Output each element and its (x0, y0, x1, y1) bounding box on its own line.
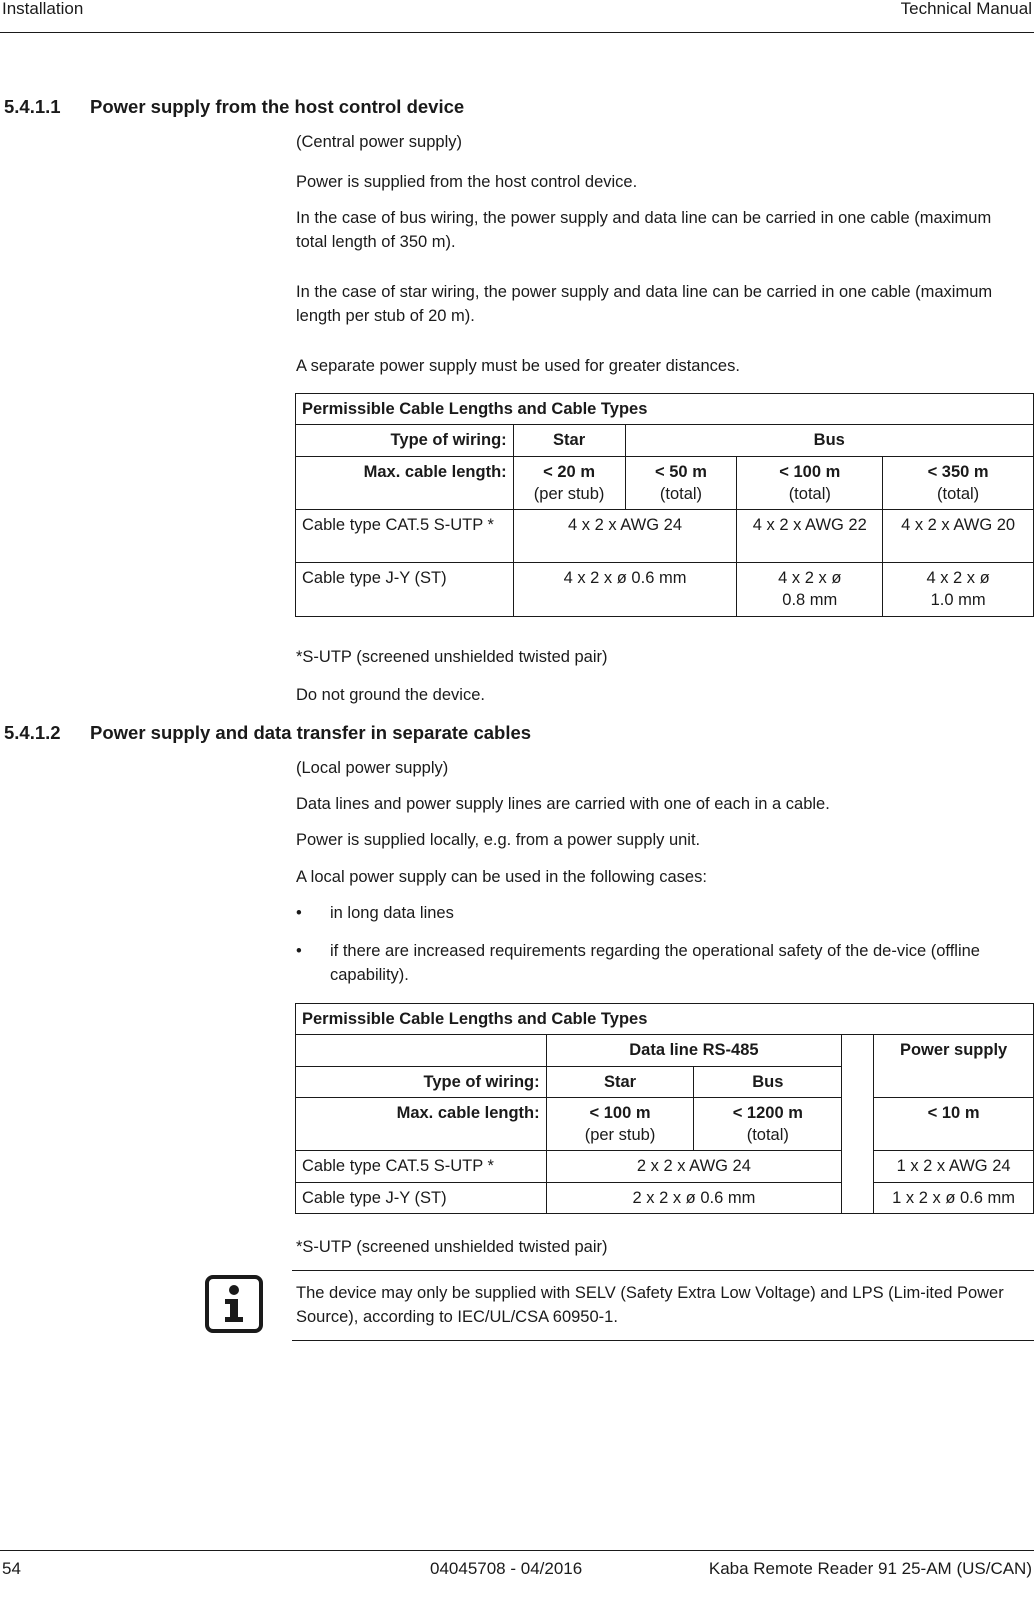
doc-number: 04045708 - 04/2016 (430, 1559, 583, 1578)
type-label: Type of wiring: (296, 425, 514, 456)
row-label: Cable type CAT.5 S-UTP * (296, 1151, 547, 1182)
info-text: The device may only be supplied with SELV (Safety Extra Low Voltage) and LPS (Lim-ited Power Source), according to IEC/UL/CSA 60950-1. (296, 1284, 1004, 1326)
bus-header: Bus (694, 1066, 842, 1097)
len-cell (546, 1097, 694, 1151)
section-title: Power supply and data transfer in separate cables (90, 722, 532, 743)
table-cell: 4 x 2 x AWG 24 (513, 510, 737, 563)
len-value: < 20 m (543, 462, 595, 481)
bus-header: Bus (625, 425, 1033, 456)
maxlen-label: Max. cable length: (296, 456, 514, 510)
len-sub: (per stub) (533, 484, 605, 503)
section-number: 5.4.1.1 (4, 96, 61, 117)
bullet: • (296, 942, 302, 960)
table-cell: 4 x 2 x ø 0.6 mm (513, 563, 737, 617)
cell-line: 0.8 mm (782, 591, 838, 610)
cable-table-central (295, 393, 1034, 617)
paragraph: (Central power supply) (296, 133, 462, 151)
paragraph: A local power supply can be used in the following cases: (296, 868, 707, 886)
cell-line: 4 x 2 x ø (778, 569, 842, 588)
paragraph: Do not ground the device. (296, 686, 485, 704)
len-value: < 100 m (589, 1103, 651, 1122)
info-icon-glyph (209, 1279, 259, 1329)
list-item-text: in long data lines (330, 904, 454, 922)
len-sub: (total) (788, 484, 831, 503)
table-cell: 2 x 2 x AWG 24 (546, 1151, 842, 1182)
table-cell: 1 x 2 x AWG 24 (874, 1151, 1034, 1182)
section-heading-1 (4, 94, 464, 121)
table-caption: Permissible Cable Lengths and Cable Types (296, 1004, 1034, 1035)
divider (292, 1270, 1034, 1271)
len-value: < 1200 m (732, 1103, 803, 1122)
len-cell (694, 1097, 842, 1151)
page-footer (0, 1550, 1034, 1578)
table-cell (883, 563, 1034, 617)
len-cell (883, 456, 1034, 510)
paragraph: (Local power supply) (296, 759, 449, 777)
maxlen-label: Max. cable length: (296, 1097, 547, 1151)
section-heading-2 (4, 720, 531, 747)
cell-line: 1.0 mm (930, 591, 986, 610)
len-sub: (total) (937, 484, 980, 503)
data-line-header: Data line RS-485 (546, 1035, 842, 1066)
len-cell (625, 456, 737, 510)
table-cell: 1 x 2 x ø 0.6 mm (874, 1182, 1034, 1213)
table-cell: 4 x 2 x AWG 22 (737, 510, 883, 563)
len-sub: (per stub) (584, 1126, 656, 1145)
section-number: 5.4.1.2 (4, 722, 61, 743)
paragraph: In the case of bus wiring, the power supply and data line can be carried in one cable (maximum total length of 350 m). (296, 209, 992, 251)
bullet: • (296, 904, 302, 922)
star-header: Star (546, 1066, 694, 1097)
table-cell (737, 563, 883, 617)
table-cell: 2 x 2 x ø 0.6 mm (546, 1182, 842, 1213)
footnote: *S-UTP (screened unshielded twisted pair) (296, 1238, 608, 1256)
divider (292, 1340, 1034, 1341)
type-label: Type of wiring: (296, 1066, 547, 1097)
info-icon (205, 1275, 263, 1333)
spacer-cell (842, 1035, 874, 1214)
row-label: Cable type J-Y (ST) (296, 1182, 547, 1213)
list-item-text: if there are increased requirements regarding the operational safety of the de-vice (offline capability). (330, 942, 980, 984)
len-cell (737, 456, 883, 510)
row-label: Cable type J-Y (ST) (296, 563, 514, 617)
paragraph: Data lines and power supply lines are carried with one of each in a cable. (296, 795, 830, 813)
cell-line: 4 x 2 x ø (926, 569, 990, 588)
cable-table-local (295, 1003, 1034, 1214)
len-value: < 50 m (655, 462, 707, 481)
star-header: Star (513, 425, 625, 456)
header-right: Technical Manual (900, 0, 1032, 18)
len-value: < 350 m (927, 462, 989, 481)
section-title: Power supply from the host control device (90, 96, 465, 117)
len-cell: < 10 m (874, 1097, 1034, 1151)
paragraph: Power is supplied locally, e.g. from a power supply unit. (296, 831, 701, 849)
product-name: Kaba Remote Reader 91 25-AM (US/CAN) (708, 1559, 1032, 1578)
power-supply-header: Power supply (874, 1035, 1034, 1098)
paragraph: Power is supplied from the host control device. (296, 173, 638, 191)
paragraph: In the case of star wiring, the power supply and data line can be carried in one cable (maximum length per stub of 20 m). (296, 283, 993, 325)
table-cell: 4 x 2 x AWG 20 (883, 510, 1034, 563)
len-cell (513, 456, 625, 510)
len-sub: (total) (659, 484, 703, 503)
len-value: < 100 m (779, 462, 841, 481)
row-label: Cable type CAT.5 S-UTP * (296, 510, 514, 563)
empty-cell (296, 1035, 547, 1066)
table-caption: Permissible Cable Lengths and Cable Types (296, 394, 1034, 425)
header-left: Installation (2, 0, 84, 18)
page-header (0, 0, 1034, 33)
paragraph: A separate power supply must be used for greater distances. (296, 357, 740, 375)
len-sub: (total) (746, 1126, 789, 1145)
footnote: *S-UTP (screened unshielded twisted pair) (296, 648, 608, 666)
page-number: 54 (2, 1559, 21, 1578)
